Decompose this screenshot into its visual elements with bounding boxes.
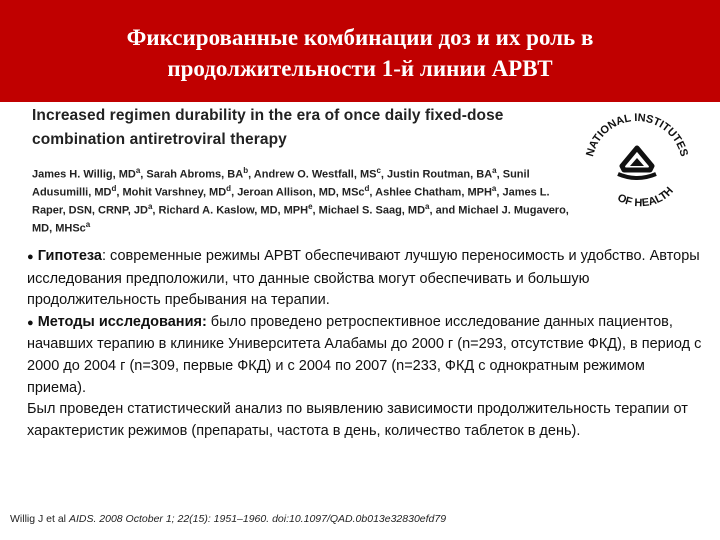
author-affiliation: a — [135, 166, 141, 175]
nih-logo-icon — [578, 108, 696, 208]
author-affiliation: a — [425, 202, 430, 212]
paper-title — [32, 104, 572, 152]
methods-label: Методы исследования: — [37, 313, 207, 330]
author-affiliation: c — [376, 166, 381, 175]
author-name: Ashlee Chatham, MPH — [375, 186, 492, 199]
author-name: Justin Routman, BA — [387, 168, 493, 181]
author-name: Sunil Adusumilli, MD — [32, 168, 530, 199]
author-affiliation: d — [226, 184, 232, 194]
author-affiliation: a — [491, 184, 497, 194]
author-name: and Michael J. Mugavero, MD, MHSc — [32, 204, 569, 236]
author-affiliation: a — [147, 202, 153, 212]
citation-authors: Willig J et al — [10, 513, 69, 525]
methods-paragraph — [27, 312, 707, 399]
author-name: Sarah Abroms, BA — [146, 168, 244, 181]
hypothesis-text: : современные режимы АРВТ обеспечивают лучшую переносимость и удобство. Авторы исследования предположили, что данные свойства могут обеспечивать и большую продолжительность пребывания на терапии. — [27, 248, 700, 309]
nih-logo-text-top: NATIONAL INSTITUTES — [584, 111, 690, 158]
author-name: Michael S. Saag, MD — [318, 204, 426, 217]
author-name: Andrew O. Westfall, MS — [253, 168, 377, 181]
hypothesis-label: Гипотеза — [37, 248, 102, 264]
author-affiliation: b — [243, 166, 249, 175]
author-affiliation: e — [308, 202, 313, 212]
bullet-icon: ● — [27, 251, 34, 263]
hypothesis-paragraph — [27, 246, 707, 312]
paper-title-line-2: combination antiretroviral therapy — [32, 131, 287, 148]
slide-title-line-1: Фиксированные комбинации доз и их роль в — [126, 25, 594, 50]
author-name: Mohit Varshney, MD — [122, 186, 227, 199]
analysis-paragraph: Был проведен статистический анализ по выявлению зависимости продолжительность терапии от характеристик режимов (препараты, частота в день, количество таблеток в день). — [27, 401, 688, 439]
author-affiliation: a — [85, 220, 91, 230]
author-name: James L. Raper, DSN, CRNP, JD — [32, 186, 550, 217]
paper-authors: James H. Willig, $MD^a$, Sarah Abroms, $BA^b$, Andrew O. Westfall, $MS^c$, Justin Routman, $BA^a$, Sunil Adusumilli, $MD^d$, Mohit Varshney, $MD^d$, Jeroan Allison, MD, MSc$^d$, Ashlee Chatham, MPH$^a$, James L. Raper, DSN, CRNP, $JD^a$, Richard A. Kaslow, MD, MPH$^e$, Michael S. Saag, $MD^a$, and Michael J. Mugavero, MD, MHSc$^a$ — [32, 166, 569, 236]
nih-emblem-icon — [618, 148, 656, 178]
nih-logo-text-bottom: OF HEALTH — [615, 184, 676, 208]
citation — [10, 513, 446, 525]
slide-title — [20, 22, 700, 84]
author-affiliation: d — [364, 184, 370, 194]
author-name: Jeroan Allison, MD, MSc — [237, 186, 365, 199]
author-name: James H. Willig, MD — [32, 168, 136, 181]
author-affiliation: a — [492, 166, 497, 175]
nih-logo — [578, 108, 696, 208]
paper-title-line-1: Increased regimen durability in the era of once daily fixed-dose — [32, 107, 504, 124]
paper-header — [32, 104, 572, 237]
citation-reference: AIDS. 2008 October 1; 22(15): 1951–1960. doi:10.1097/QAD.0b013e32830efd79 — [68, 513, 447, 525]
header-banner — [0, 0, 720, 102]
author-name: Richard A. Kaslow, MD, MPH — [158, 204, 309, 217]
slide-title-line-2: продолжительности 1-й линии АРВТ — [167, 56, 553, 81]
slide-body — [27, 246, 707, 442]
methods-text: было проведено ретроспективное исследование данных пациентов, начавших терапию в клинике Университета Алабамы до 2000 г (n=293, отсутствие ФКД), в период с 2000 до 2004 г (n=309, первые ФКД) и с 2004 по 2007 (n=233, ФКД с однократным режимом приема). — [27, 313, 702, 396]
author-affiliation: d — [111, 184, 117, 194]
bullet-icon: ● — [27, 316, 34, 329]
